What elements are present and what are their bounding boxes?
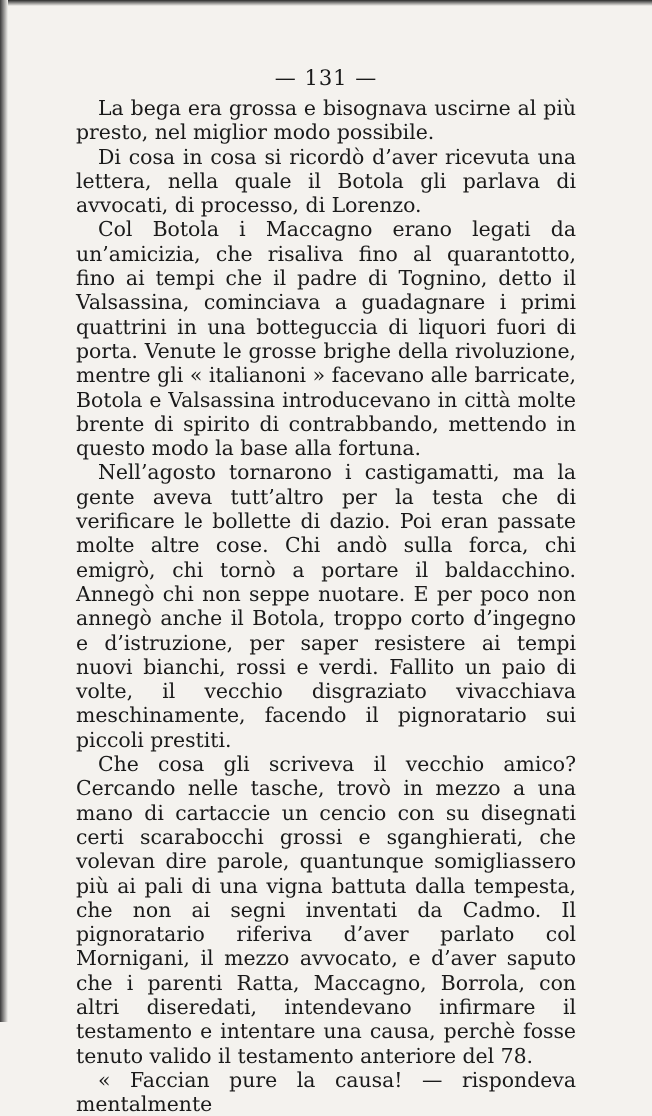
paragraph-6: « Faccian pure la causa! — rispondeva mentalmente bbox=[76, 1067, 576, 1116]
paragraph-2: Di cosa in cosa si ricordò d’aver ricevuta una lettera, nella quale il Botola gli parlava di avvocati, di processo, di Lorenzo. bbox=[76, 144, 576, 218]
paragraph-5: Che cosa gli scriveva il vecchio amico? Cercando nelle tasche, trovò in mezzo a una mano di cartaccie un cencio con su disegnati certi scarabocchi grossi e sganghierati, che volevan dire parole, quantunque somigliassero più ai pali di una vigna battuta dalla tempesta, che non ai segni inventati da Cadmo. Il pignoratario riferiva d’aver parlato col Mornigani, il mezzo avvocato, e d’aver saputo che i parenti Ratta, Maccagno, Borrola, con altri diseredati, intendevano infirmare il testamento e intentare una causa, perchè fosse tenuto valido il testamento anteriore del 78. bbox=[76, 752, 576, 1068]
page-edge-shadow-top bbox=[0, 0, 652, 6]
page-edge-shadow-left bbox=[0, 0, 8, 1022]
paragraph-1: La bega era grossa e bisognava uscirne al più presto, nel miglior modo possibile. bbox=[76, 96, 576, 145]
paragraph-4: Nell’agosto tornarono i castigamatti, ma la gente aveva tutt’altro per la testa che di verificare le bollette di dazio. Poi eran passate molte altre cose. Chi andò sulla forca, chi emigrò, chi tornò a portare il baldacchino. Annegò chi non seppe nuotare. E per poco non annegò anche il Botola, troppo corto d’ingegno e d’istruzione, per saper resistere ai tempi nuovi bianchi, rossi e verdi. Fallito un paio di volte, il vecchio disgraziato vivacchiava meschinamente, facendo il pignoratario sui piccoli prestiti. bbox=[76, 460, 576, 752]
page-number: — 131 — bbox=[274, 66, 378, 90]
paragraph-3: Col Botola i Maccagno erano legati da un’amicizia, che risaliva fino al quarantotto, fino ai tempi che il padre di Tognino, detto il Valsassina, cominciava a guadagnare i primi quattrini in una botteguccia di liquori fuori di porta. Venute le grosse brighe della rivoluzione, mentre gli « italianoni » facevano alle barricate, Botola e Valsassina introducevano in città molte brente di spirito di contrabbando, mettendo in questo modo la base alla fortuna. bbox=[76, 217, 576, 461]
body-text bbox=[76, 96, 576, 1116]
